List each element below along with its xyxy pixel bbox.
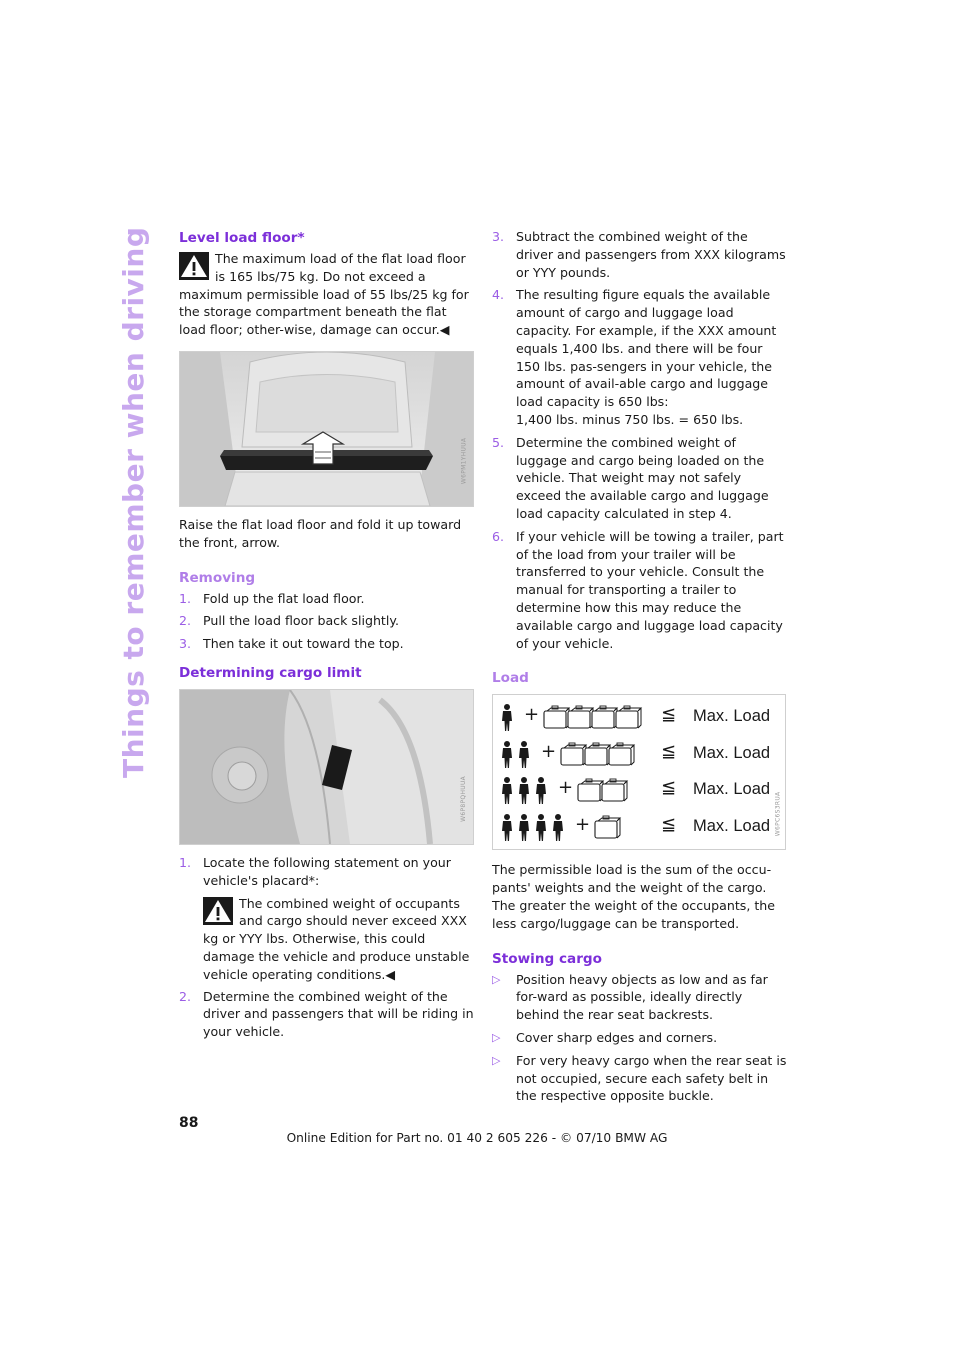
placard-illustration — [180, 690, 473, 844]
level-floor-warning — [179, 250, 475, 339]
max-load-label: Max. Load — [693, 743, 771, 762]
load-row — [493, 810, 787, 846]
cargo-limit-steps-2 — [179, 988, 475, 1041]
list-item: 1. Locate the following statement on your vehicle's placard*: — [179, 854, 451, 888]
list-item: ▷ For very heavy cargo when the rear seat is not occupied, secure each safety belt in the respective opposite buckle. — [492, 1052, 787, 1104]
luggage-icon — [578, 779, 603, 801]
max-load-label: Max. Load — [693, 780, 771, 799]
load-diagram — [492, 694, 786, 850]
removing-heading: Removing — [179, 569, 256, 586]
max-load-label: Max. Load — [693, 816, 771, 835]
list-item: 3. Then take it out toward the top. — [179, 636, 404, 652]
warning-icon — [179, 252, 209, 280]
list-item: 2. Pull the load floor back slightly. — [179, 613, 400, 629]
list-item: 1. Fold up the flat load floor. — [179, 590, 365, 606]
list-item: 3. Subtract the combined weight of the driver and passengers from XXX kilograms or YYY pounds. — [492, 229, 786, 280]
plus-sign: + — [575, 813, 591, 835]
person-icon — [519, 777, 529, 804]
load-heading: Load — [492, 670, 529, 687]
luggage-icon — [544, 706, 569, 728]
person-icon — [519, 741, 529, 768]
person-icon — [519, 814, 529, 841]
load-description: The permissible load is the sum of the occu-pants' weights and the weight of the cargo. The greater the weight of the occupants, the less cargo/luggage can be transported. — [492, 862, 776, 931]
less-equal-sign: ≦ — [661, 704, 677, 726]
left-column — [179, 228, 475, 1046]
person-icon — [536, 777, 546, 804]
load-floor-illustration — [180, 352, 473, 506]
removing-steps — [179, 590, 475, 653]
max-load-label: Max. Load — [693, 707, 771, 726]
load-row — [493, 773, 787, 809]
luggage-icon — [595, 816, 620, 838]
plus-sign: + — [558, 777, 574, 799]
figure-code: W6PM1YHUUA — [459, 437, 467, 485]
load-floor-figure — [179, 351, 474, 507]
load-floor-caption: Raise the flat load floor and fold it up toward the front, arrow. — [179, 516, 462, 550]
page-number: 88 — [179, 1115, 199, 1131]
luggage-icon — [585, 743, 610, 765]
stowing-list — [492, 971, 788, 1106]
page-footer: Online Edition for Part no. 01 40 2 605 226 - © 07/10 BMW AG — [286, 1131, 668, 1145]
person-icon — [502, 704, 512, 731]
list-item: 2. Determine the combined weight of the driver and passengers that will be riding in your vehicle. — [179, 988, 474, 1040]
luggage-icon — [616, 706, 641, 728]
list-item: ▷ Cover sharp edges and corners. — [492, 1029, 718, 1045]
placard-figure — [179, 689, 474, 845]
luggage-icon — [592, 706, 617, 728]
less-equal-sign: ≦ — [661, 740, 677, 762]
person-icon — [502, 777, 512, 804]
cargo-limit-steps-continued — [492, 228, 788, 652]
list-item: 5. Determine the combined weight of luggage and cargo being loaded on the vehicle. That weight may not safely exceed the available cargo and luggage load capacity calculated in step 4. — [492, 434, 769, 521]
luggage-icon — [609, 743, 634, 765]
less-equal-sign: ≦ — [661, 777, 677, 799]
load-row — [493, 737, 787, 773]
level-load-floor-heading: Level load floor* — [179, 230, 305, 246]
person-icon — [502, 814, 512, 841]
plus-sign: + — [524, 704, 540, 726]
luggage-icon — [602, 779, 627, 801]
chapter-side-title: Things to remember when driving — [117, 226, 150, 778]
person-icon — [553, 814, 563, 841]
level-floor-warning-text: The maximum load of the flat load floor is 165 lbs/75 kg. Do not exceed a maximum permissible load of 55 lbs/25 kg for the storage compartment beneath the flat load floor; other-wise, damage can occur.◀ — [179, 251, 469, 338]
cargo-limit-steps — [179, 854, 475, 890]
person-icon — [502, 741, 512, 768]
placard-warning-text: The combined weight of occupants and cargo should never exceed XXX kg or YYY lbs. Otherwise, this could damage the vehicle and produce unstable vehicle operating conditions.◀ — [203, 895, 470, 982]
list-item: 6. If your vehicle will be towing a trailer, part of the load from your trailer will be transferred to your vehicle. Consult the manual for transporting a trailer to determine how this may reduce the available cargo and luggage load capacity of your vehicle. — [492, 528, 784, 651]
figure-code: W6PC6S3RUA — [774, 791, 782, 837]
cargo-limit-heading: Determining cargo limit — [179, 664, 362, 681]
less-equal-sign: ≦ — [661, 813, 677, 835]
placard-warning — [203, 895, 475, 984]
plus-sign: + — [541, 740, 557, 762]
luggage-icon — [561, 743, 586, 765]
luggage-icon — [568, 706, 593, 728]
warning-icon — [203, 897, 233, 925]
right-column — [492, 228, 788, 1110]
person-icon — [536, 814, 546, 841]
load-row — [493, 700, 787, 736]
list-item: 4. The resulting figure equals the available amount of cargo and luggage load capacity. For example, if the XXX amount equals 1,400 lbs. and there will be four 150 lbs. pas-sengers in your vehicle, the amount of avail-able cargo and luggage load capacity is 650 lbs: 1,400 lbs. minus 750 lbs. = 650 lbs. — [492, 287, 777, 427]
figure-code: W6P8PQHUUA — [460, 775, 468, 822]
stowing-cargo-heading: Stowing cargo — [492, 950, 602, 967]
list-item: ▷ Position heavy objects as low and as far for-ward as possible, ideally directly behind the rear seat backrests. — [492, 971, 768, 1023]
